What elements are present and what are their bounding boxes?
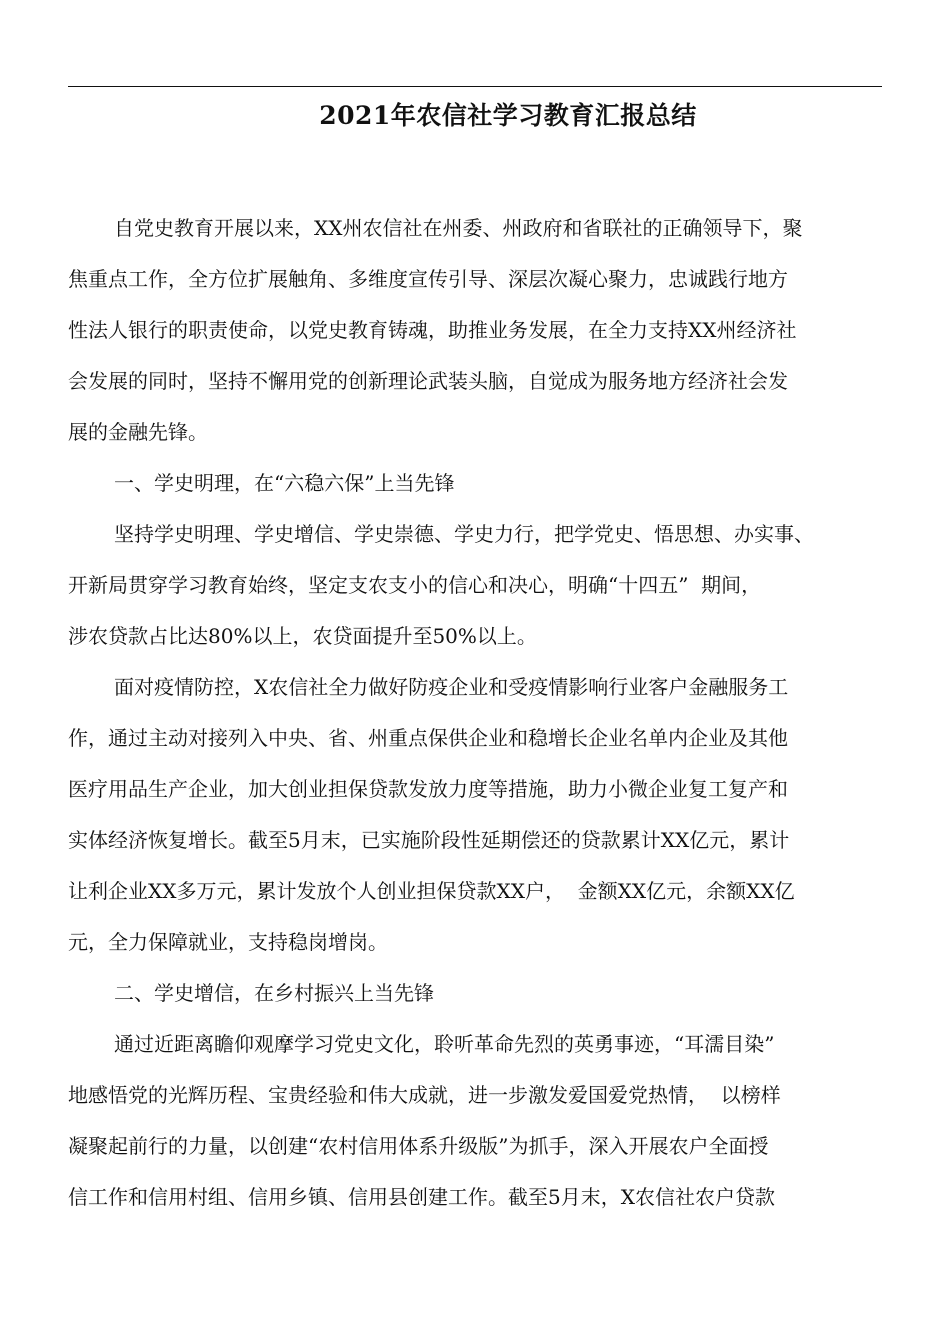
section-heading-1 xyxy=(68,458,894,509)
text-line: 通过近距离瞻仰观摩学习党史文化，聆听革命先烈的英勇事迹，“耳濡目染” xyxy=(114,1032,775,1056)
text-line: 开新局贯穿学习教育始终，坚定支农支小的信心和决心，明确“十四五” 期间， xyxy=(68,573,762,597)
text-line: 涉农贷款占比达80%以上，农贷面提升至50%以上。 xyxy=(68,624,537,648)
heading-text: 一、学史明理，在“六稳六保”上当先锋 xyxy=(114,471,455,495)
paragraph-section1-a xyxy=(68,509,894,662)
text-line: 作，通过主动对接列入中央、省、州重点保供企业和稳增长企业名单内企业及其他 xyxy=(68,726,788,750)
text-line: 坚持学史明理、学史增信、学史崇德、学史力行，把学党史、悟思想、办实事、 xyxy=(114,522,814,546)
section-heading-2 xyxy=(68,968,894,1019)
text-line: 实体经济恢复增长。截至5月末，已实施阶段性延期偿还的贷款累计XX亿元，累计 xyxy=(68,828,790,852)
text-line: 展的金融先锋。 xyxy=(68,420,208,444)
text-line: 地感悟党的光辉历程、宝贵经验和伟大成就，进一步激发爱国爱党热情， 以榜样 xyxy=(68,1083,781,1107)
paragraph-intro xyxy=(68,203,894,458)
text-line: 性法人银行的职责使命，以党史教育铸魂，助推业务发展，在全力支持XX州经济社 xyxy=(68,318,797,342)
text-line: 焦重点工作，全方位扩展触角、多维度宣传引导、深层次凝心聚力，忠诚践行地方 xyxy=(68,267,788,291)
paragraph-section1-b xyxy=(68,662,894,968)
document-body xyxy=(68,203,894,1223)
heading-text: 二、学史增信，在乡村振兴上当先锋 xyxy=(114,981,434,1005)
text-line: 面对疫情防控，X农信社全力做好防疫企业和受疫情影响行业客户金融服务工 xyxy=(114,675,789,699)
text-line: 信工作和信用村组、信用乡镇、信用县创建工作。截至5月末，X农信社农户贷款 xyxy=(68,1185,775,1209)
text-line: 凝聚起前行的力量，以创建“农村信用体系升级版”为抓手，深入开展农户全面授 xyxy=(68,1134,769,1158)
text-line: 会发展的同时，坚持不懈用党的创新理论武装头脑，自觉成为服务地方经济社会发 xyxy=(68,369,788,393)
document-title: 2021年农信社学习教育汇报总结 xyxy=(319,101,697,130)
text-line: 让利企业XX多万元，累计发放个人创业担保贷款XX户， 金额XX亿元，余额XX亿 xyxy=(68,879,795,903)
paragraph-section2-a xyxy=(68,1019,894,1223)
text-line: 医疗用品生产企业，加大创业担保贷款发放力度等措施，助力小微企业复工复产和 xyxy=(68,777,788,801)
text-line: 元，全力保障就业，支持稳岗增岗。 xyxy=(68,930,388,954)
text-line: 自党史教育开展以来，XX州农信社在州委、州政府和省联社的正确领导下，聚 xyxy=(114,216,803,240)
header-rule xyxy=(68,86,882,87)
